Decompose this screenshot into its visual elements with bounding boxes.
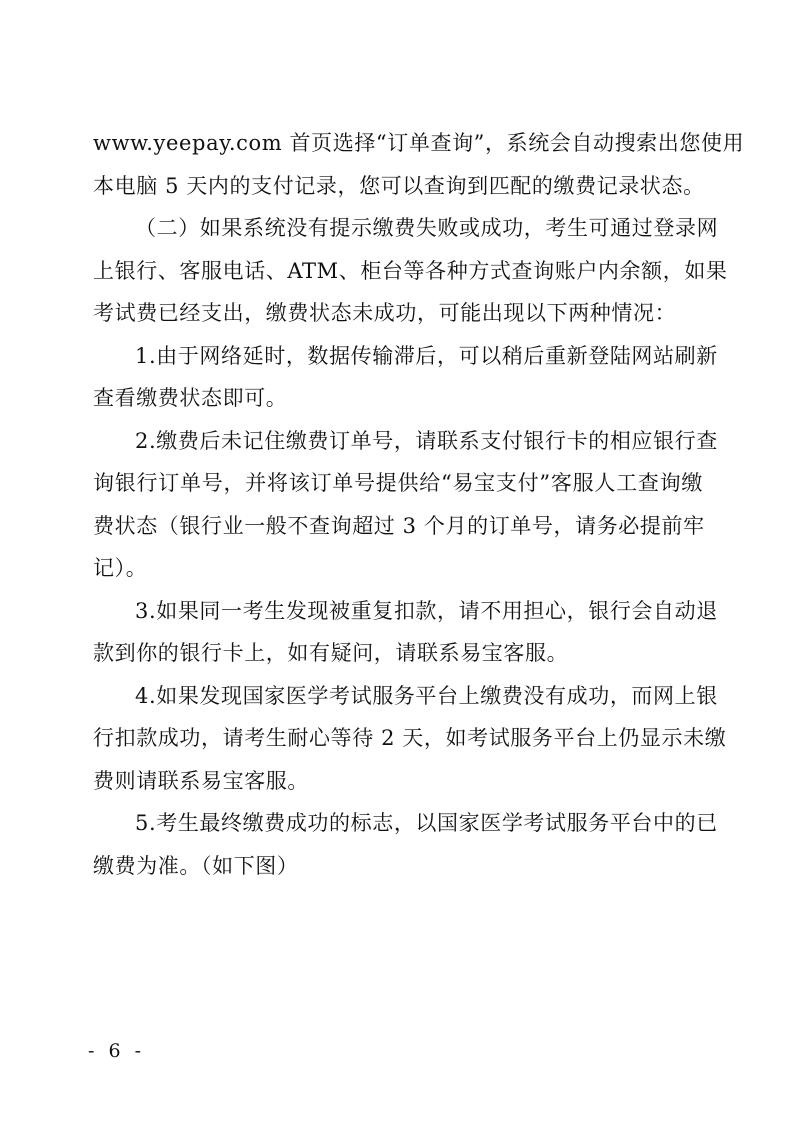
text-line: 本电脑 5 天内的支付记录，您可以查询到匹配的缴费记录状态。 xyxy=(93,173,705,198)
text-line: 4.如果发现国家医学考试服务平台上缴费没有成功，而网上银 xyxy=(135,683,718,708)
text-line: 缴费为准。（如下图） xyxy=(93,853,299,878)
paragraph-section-two xyxy=(93,207,728,335)
document-body xyxy=(93,122,745,887)
text-line: 考试费已经支出，缴费状态未成功，可能出现以下两种情况： xyxy=(93,301,677,325)
paragraph-yeepay-order-query xyxy=(93,122,745,207)
paragraph-item-5 xyxy=(93,802,718,887)
text-line: 记）。 xyxy=(93,556,148,580)
text-line: 5.考生最终缴费成功的标志，以国家医学考试服务平台中的已 xyxy=(135,811,718,835)
text-line: www.yeepay.com 首页选择“订单查询”，系统会自动搜索出您使用 xyxy=(93,131,745,155)
text-line: 上银行、客服电话、ATM、柜台等各种方式查询账户内余额，如果 xyxy=(93,258,728,283)
paragraph-item-1 xyxy=(93,335,718,420)
text-line: 询银行订单号，并将该订单号提供给“易宝支付”客服人工查询缴 xyxy=(93,471,703,495)
paragraph-item-2 xyxy=(93,420,718,590)
paragraph-item-4 xyxy=(93,675,727,803)
paragraph-item-3 xyxy=(93,590,718,675)
text-line: 款到你的银行卡上，如有疑问，请联系易宝客服。 xyxy=(93,641,569,665)
text-line: 2.缴费后未记住缴费订单号，请联系支付银行卡的相应银行查 xyxy=(135,428,718,453)
text-line: 费则请联系易宝客服。 xyxy=(93,768,309,793)
text-line: 行扣款成功，请考生耐心等待 2 天，如考试服务平台上仍显示未缴 xyxy=(93,726,727,750)
page-number: - 6 - xyxy=(88,1040,146,1062)
text-line: 查看缴费状态即可。 xyxy=(93,386,288,410)
text-line: （二）如果系统没有提示缴费失败或成功，考生可通过登录网 xyxy=(135,216,719,240)
text-line: 3.如果同一考生发现被重复扣款，请不用担心，银行会自动退 xyxy=(135,598,718,623)
text-line: 费状态（银行业一般不查询超过 3 个月的订单号，请务必提前牢 xyxy=(93,513,705,538)
text-line: 1.由于网络延时，数据传输滞后，可以稍后重新登陆网站刷新 xyxy=(135,343,718,368)
